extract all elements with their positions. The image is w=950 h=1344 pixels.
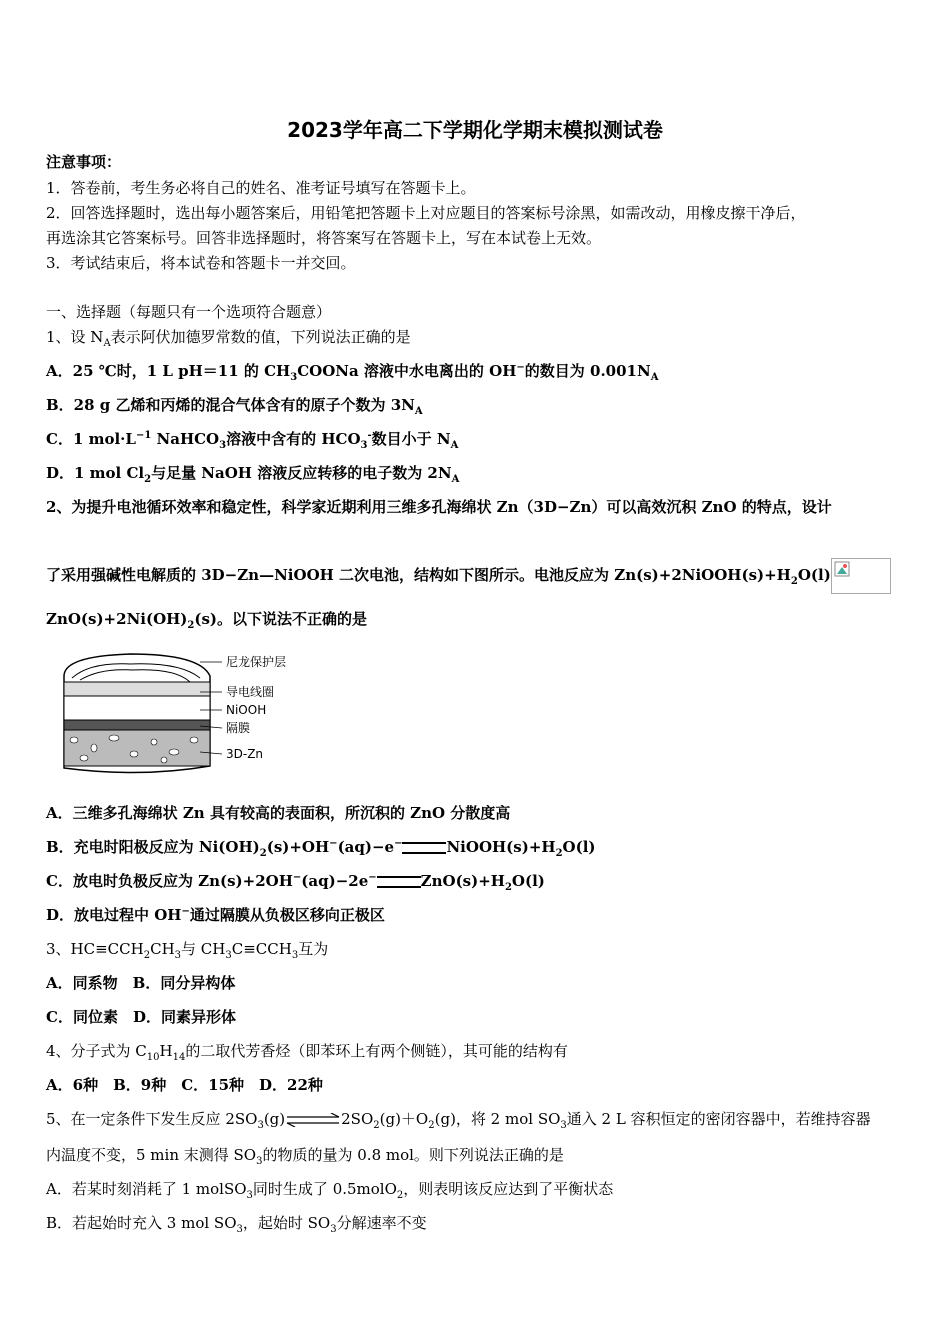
- page-title: 2023学年高二下学期化学期末模拟测试卷: [287, 118, 663, 142]
- q3-stem: 3、$HC\equiv CCH_2CH_3$与 $CH_3C\equiv CCH_3$互为: [46, 940, 329, 961]
- q2-option-b: B．充电时阳极反应为 $Ni(OH)_2(s)+OH^-(aq)-e^-$ $NiOOH(s)+H_2O(l)$: [46, 838, 596, 859]
- q2-stem-line2: 了采用强碱性电解质的 3D−Zn—NiOOH 二次电池，结构如下图所示。电池反应为 $Zn(s)+2NiOOH(s)+H_2O(l)$: [46, 558, 891, 594]
- q4-options: A．6种 B．9种 C．15种 D．22种: [46, 1076, 323, 1094]
- notice-item-3: 3．考试结束后，将本试卷和答题卡一并交回。: [46, 254, 356, 272]
- battery-structure-figure: [50, 648, 310, 780]
- q2-option-c: C．放电时负极反应为 Zn(s)+2OH−(aq)−2e− $ZnO(s)+H_2O(l)$: [46, 872, 545, 893]
- notice-item-1: 1．答卷前，考生务必将自己的姓名、准考证号填写在答题卡上。: [46, 179, 476, 197]
- q5-option-b: B．若起始时充入 3 mol $SO_3$，起始时 $SO_3$分解速率不变: [46, 1214, 427, 1235]
- reversible-arrow-icon: [285, 1113, 341, 1127]
- label-conductive-coil: 导电线圈: [226, 685, 275, 699]
- q3-options-ab: A．同系物 B．同分异构体: [46, 974, 236, 992]
- label-nylon-layer: 尼龙保护层: [226, 655, 287, 669]
- q5-option-a: A．若某时刻消耗了 1 molSO$_3$同时生成了 0.5molO$_2$，则表明该反应达到了平衡状态: [46, 1180, 614, 1201]
- q5-stem-line1: 5、在一定条件下发生反应 $2SO_3(g)$ $2SO_2(g)+O_2(g)$，将 2 mol $SO_3$通入 2 L 容积恒定的密闭容器中，若维持容器: [46, 1110, 871, 1131]
- q2-option-d: D．放电过程中 OH−通过隔膜从负极区移向正极区: [46, 906, 385, 924]
- label-3d-zn: 3D-Zn: [226, 747, 264, 761]
- q1-option-d: D．1 mol $Cl_2$与足量 NaOH 溶液反应转移的电子数为 $2N_A$: [46, 464, 460, 485]
- q2-option-a: A．三维多孔海绵状 Zn 具有较高的表面积，所沉积的 ZnO 分散度高: [46, 804, 511, 822]
- q1-option-a: A．25 ℃时，1 L pH＝11 的 $CH_3COONa$ 溶液中水电离出的 OH−的数目为 $0.001N_A$: [46, 362, 659, 383]
- q1-option-b: B．28 g 乙烯和丙烯的混合气体含有的原子个数为 $3N_A$: [46, 396, 423, 417]
- q5-stem-line2: 内温度不变，5 min 末测得 $SO_3$的物质的量为 0.8 mol。则下列说法正确的是: [46, 1146, 564, 1167]
- q4-stem: 4、分子式为 $C_{10}H_{14}$的二取代芳香烃（即苯环上有两个侧链），其可能的结构有: [46, 1042, 568, 1063]
- section-heading: 一、选择题（每题只有一个选项符合题意）: [46, 303, 332, 321]
- broken-image-icon: [831, 558, 891, 594]
- q3-options-cd: C．同位素 D．同素异形体: [46, 1008, 236, 1026]
- q2-stem-line3: $ZnO(s)+2Ni(OH)_2(s)$。以下说法不正确的是: [46, 610, 368, 631]
- notice-item-2-cont: 再选涂其它答案标号。回答非选择题时，将答案写在答题卡上，写在本试卷上无效。: [46, 229, 602, 247]
- label-niooh: NiOOH: [226, 703, 267, 717]
- notice-item-2: 2．回答选择题时，选出每小题答案后，用铅笔把答题卡上对应题目的答案标号涂黑，如需改动，用橡皮擦干净后，: [46, 204, 806, 222]
- q1-option-c: C．1 $mol\cdot L^{-1}$ NaHCO$_3$溶液中含有的 $HCO_3^-$数目小于 $N_A$: [46, 430, 459, 451]
- q2-stem-line1: 2、为提升电池循环效率和稳定性，科学家近期利用三维多孔海绵状 Zn（3D−Zn）可以高效沉积 ZnO 的特点，设计: [46, 498, 832, 516]
- label-separator: 隔膜: [226, 721, 251, 735]
- q1-stem: 1、设 $N_A$表示阿伏加德罗常数的值，下列说法正确的是: [46, 328, 411, 349]
- notice-heading: 注意事项：: [46, 153, 122, 171]
